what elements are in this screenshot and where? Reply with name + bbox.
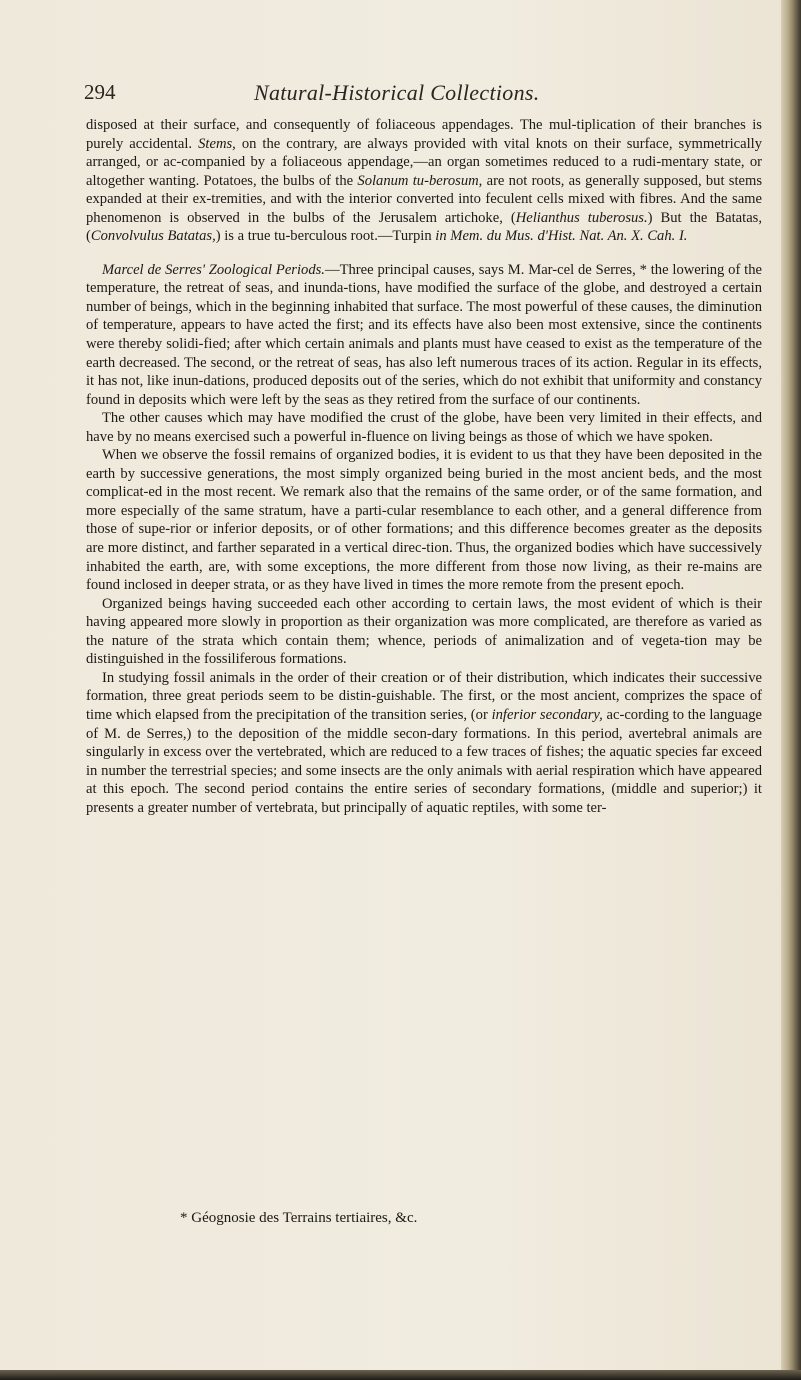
text-run: disposed at their surface, and consequently of foliaceous appendages. The mul-tiplication of their branches is purely accidental.	[86, 117, 762, 152]
text-run: ac-cording to the language of M. de Serres,) to the deposition of the middle secon-dary formations. In this period, avertebral animals are singularly in excess over the vertebrated, which are reduced to a few traces of fishes; the aquatic species far exceed in number the terrestrial species; and some insects are the only animals with aerial respiration which have appeared at this epoch. The second period contains the entire series of secondary formations, (middle and superior;) it presents a greater number of vertebrata, but principally of aquatic reptiles, with some ter-	[86, 706, 762, 816]
paragraph: Organized beings having succeeded each other according to certain laws, the most evident of which is their having appeared more slowly in proportion as their organization was more complicated, are therefore as varied as the nature of the strata which contain them; whence, periods of animalization and of vegeta-tion may be distinguished in the fossiliferous formations.	[86, 595, 762, 668]
text-run: are not roots, as generally supposed, but stems expanded at their ex-tremities, and with the interior converted into feculent cells mixed with fibres. And the same phenomenon is observed in the bulbs of the Jerusalem artichoke, (	[86, 172, 763, 226]
footnote: * Géognosie des Terrains tertiaires, &c.	[180, 1210, 418, 1226]
bottom-edge	[0, 1370, 801, 1380]
binding-edge	[781, 0, 801, 1380]
text-run: ) But the Batatas, (	[86, 209, 763, 245]
section-title: Marcel de Serres' Zoological Periods.	[102, 261, 325, 278]
text-run: on the contrary, are always provided with vital knots on their surface, symmetrically arranged, or ac-companied by a foliaceous appendage,—an organ sometimes reduced to a rudi-mentary state, or altogether wanting. Potatoes, the bulbs of the	[86, 135, 763, 189]
paragraph: The other causes which may have modified the crust of the globe, have been very limited in their effects, and have by no means exercised such a powerful in-fluence on living beings as those of which we have spoken.	[86, 410, 762, 445]
paragraph: When we observe the fossil remains of organized bodies, it is evident to us that they have been deposited in the earth by successive generations, the most simply organized being buried in the most ancient beds, and the most complicat-ed in the most recent. We remark also that the remains of the same order, or of the same formation, and more especially of the same stratum, have a parti-cular resemblance to each other, and a general difference from those of supe-rior or inferior deposits, or of other formations; and this difference becomes greater as the deposits are more distinct, and farther separated in a vertical direc-tion. Thus, the organized bodies which have successively inhabited the earth, are, with some exceptions, the more different from those now living, as their re-mains are found inclosed in deeper strata, or as they have lived in times the more remote from the present epoch.	[86, 447, 762, 594]
paragraph-turpin	[86, 116, 762, 246]
text-run: ) is a true tu-berculous root.—Turpin	[215, 228, 436, 245]
body-text	[86, 116, 762, 817]
italic-term: Stems,	[198, 135, 236, 152]
italic-term: Convolvulus Batatas,	[90, 228, 216, 245]
running-head: Natural-Historical Collections.	[254, 80, 540, 105]
page-header	[84, 80, 764, 110]
paragraph-zoological-periods	[86, 261, 762, 409]
paragraph-three-periods	[86, 669, 762, 817]
italic-term: inferior secondary,	[491, 706, 603, 723]
italic-term: Solanum tu-berosum,	[357, 172, 483, 189]
italic-term: Helianthus tuberosus.	[515, 209, 648, 226]
page-number: 294	[84, 80, 116, 104]
text-run: —Three principal causes, says M. Mar-cel de Serres, * the lowering of the temperature, the retreat of seas, and inunda-tions, have modified the surface of the globe, and destroyed a certain number of beings, which in the beginning inhabited that surface. The most powerful of these causes, the diminution of temperature, appears to have acted the first; and its effects have also been most extensive, since the continents were thereby solidi-fied; after which certain animals and plants must have ceased to exist as the temperature of the earth decreased. The second, or the retreat of seas, has also left numerous traces of its action. Regular in its effects, it has not, like inun-dations, produced deposits out of the series, which do not exhibit that uniformity and constancy found in deposits which were left by the seas as they retired from the surface of our continents.	[86, 261, 762, 408]
text-run: In studying fossil animals in the order of their creation or of their distribution, which indicates their successive formation, three great periods seem to be distin-guishable. The first, or the most ancient, comprizes the space of time which elapsed from the precipitation of the transition series, (or	[86, 669, 762, 723]
citation: in Mem. du Mus. d'Hist. Nat. An. X. Cah. I.	[435, 228, 688, 245]
